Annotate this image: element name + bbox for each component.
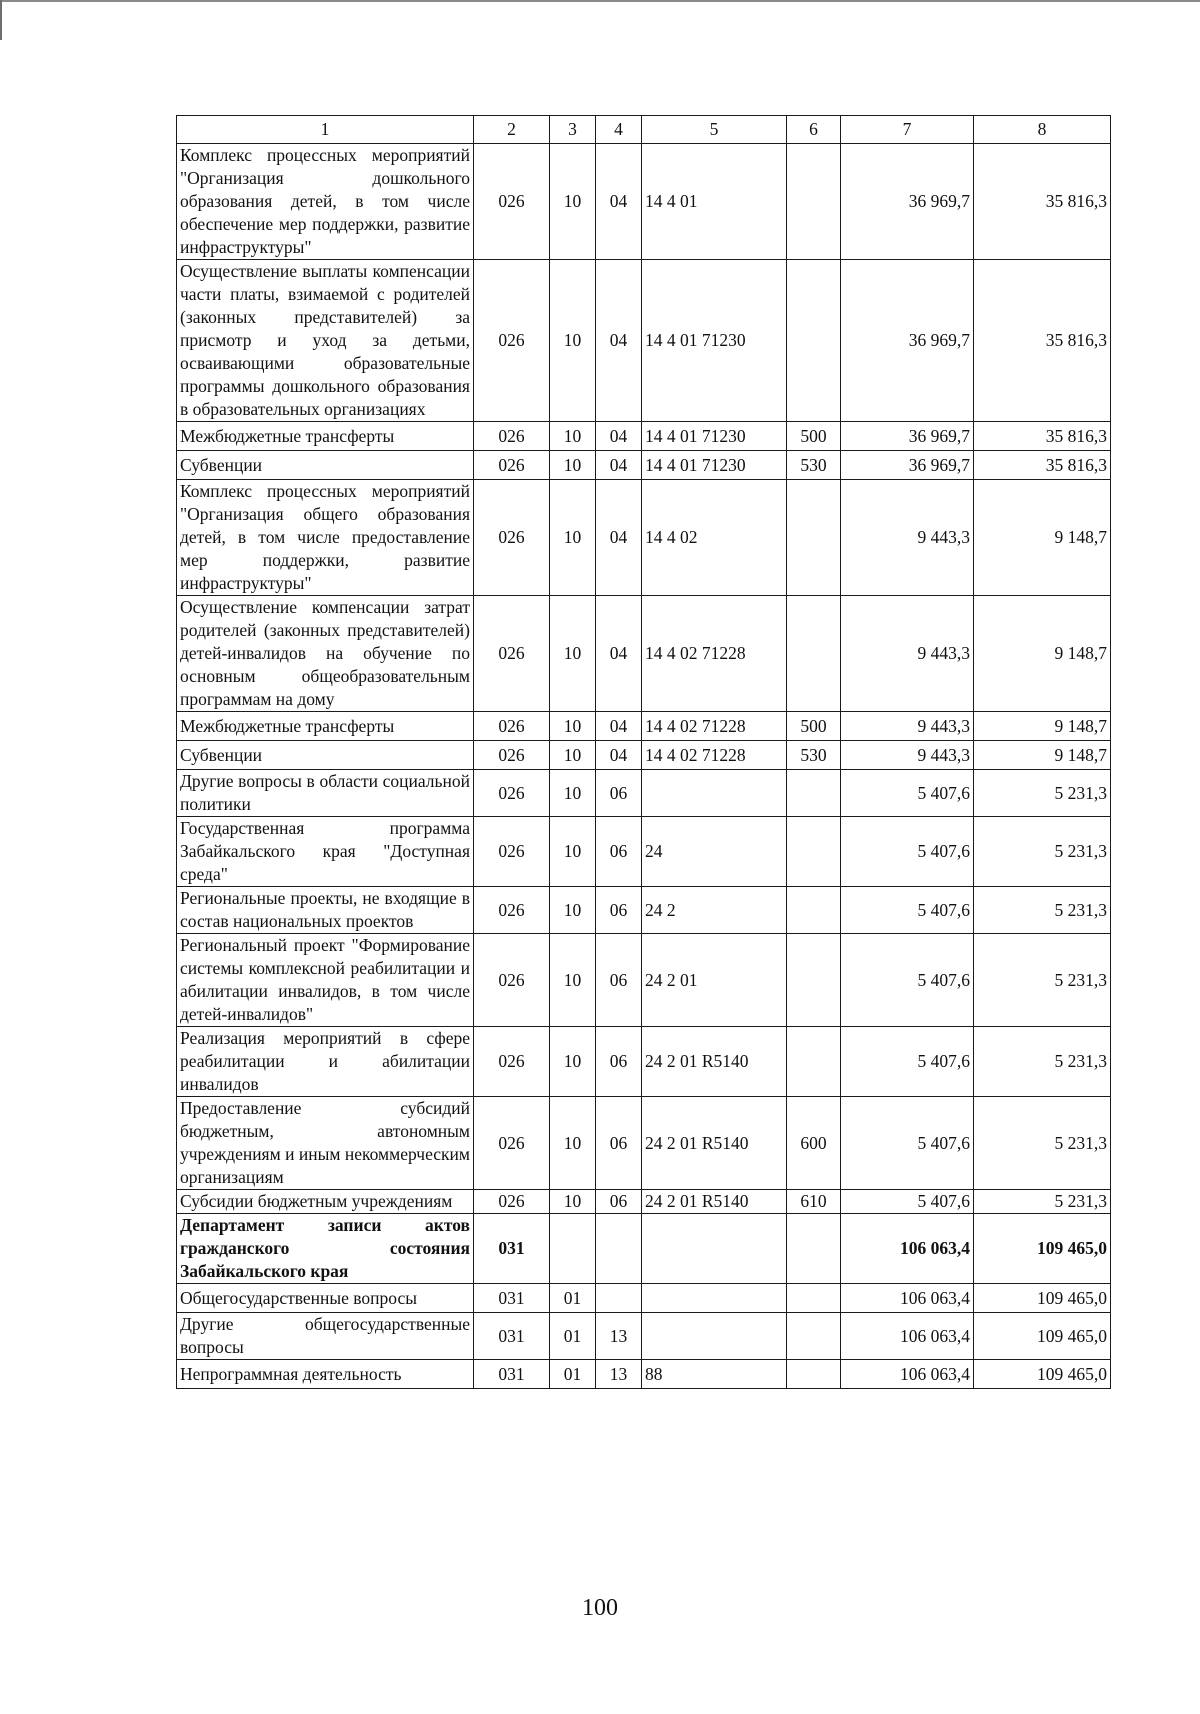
cell-amount-7: 5 407,6: [841, 1027, 974, 1097]
table-row: [177, 451, 1111, 480]
row-name: Осуществление компенсации затрат родителей (законных представителей) детей-инвалидов на обучение по основным общеобразовательным программам на дому: [177, 596, 474, 712]
table-row: [177, 741, 1111, 770]
row-name: Предоставление субсидий бюджетным, автономным учреждениям и иным некоммерческим организациям: [177, 1097, 474, 1190]
row-name: Субвенции: [177, 741, 474, 770]
cell-amount-7: 5 407,6: [841, 1190, 974, 1214]
cell-amount-8: 109 465,0: [974, 1360, 1111, 1389]
cell-amount-7: 9 443,3: [841, 712, 974, 741]
cell-amount-8: 5 231,3: [974, 934, 1111, 1027]
row-name: Комплекс процессных мероприятий "Организация общего образования детей, в том числе предоставление мер поддержки, развитие инфраструктуры": [177, 480, 474, 596]
cell-target: 14 4 01 71230: [642, 422, 787, 451]
table-row: [177, 1190, 1111, 1214]
cell-amount-8: 109 465,0: [974, 1313, 1111, 1360]
cell-target: 24 2: [642, 887, 787, 934]
cell-ministry: 031: [474, 1360, 550, 1389]
row-name: Департамент записи актов гражданского состояния Забайкальского края: [177, 1214, 474, 1284]
cell-amount-7: 5 407,6: [841, 817, 974, 887]
row-name: Региональный проект "Формирование системы комплексной реабилитации и абилитации инвалидов, в том числе детей-инвалидов": [177, 934, 474, 1027]
cell-subsection: 06: [596, 1097, 642, 1190]
cell-subsection: 06: [596, 817, 642, 887]
cell-amount-7: 106 063,4: [841, 1360, 974, 1389]
table-row: [177, 817, 1111, 887]
cell-ministry: 026: [474, 422, 550, 451]
row-name: Комплекс процессных мероприятий "Организация дошкольного образования детей, в том числе обеспечение мер поддержки, развитие инфраструктуры": [177, 144, 474, 260]
row-name: Осуществление выплаты компенсации части платы, взимаемой с родителей (законных представителей) за присмотр и уход за детьми, осваивающими образовательные программы дошкольного образования в образовательных организациях: [177, 260, 474, 422]
cell-ministry: 026: [474, 741, 550, 770]
cell-target: 14 4 02 71228: [642, 741, 787, 770]
cell-target: 88: [642, 1360, 787, 1389]
cell-amount-8: 5 231,3: [974, 770, 1111, 817]
cell-target: 24 2 01 R5140: [642, 1027, 787, 1097]
cell-subsection: 04: [596, 596, 642, 712]
table-row: [177, 1097, 1111, 1190]
cell-amount-7: 36 969,7: [841, 144, 974, 260]
cell-ministry: 031: [474, 1214, 550, 1284]
cell-expense-type: 500: [787, 712, 841, 741]
cell-target: 24 2 01 R5140: [642, 1097, 787, 1190]
cell-target: 14 4 02: [642, 480, 787, 596]
header-cell: 4: [596, 116, 642, 144]
cell-subsection: 06: [596, 1190, 642, 1214]
cell-subsection: 04: [596, 741, 642, 770]
cell-ministry: 026: [474, 712, 550, 741]
cell-subsection: 04: [596, 712, 642, 741]
scan-edge-left: [0, 0, 2, 40]
cell-section: 10: [550, 451, 596, 480]
cell-ministry: 026: [474, 817, 550, 887]
page-number: 100: [582, 1595, 618, 1621]
row-name: Другие общегосударственные вопросы: [177, 1313, 474, 1360]
table-row: [177, 1284, 1111, 1313]
row-name: Общегосударственные вопросы: [177, 1284, 474, 1313]
row-name: Межбюджетные трансферты: [177, 422, 474, 451]
cell-section: 10: [550, 712, 596, 741]
cell-section: 01: [550, 1284, 596, 1313]
row-name: Межбюджетные трансферты: [177, 712, 474, 741]
header-cell: 2: [474, 116, 550, 144]
cell-section: 10: [550, 596, 596, 712]
cell-target: 14 4 02 71228: [642, 712, 787, 741]
table-row: [177, 934, 1111, 1027]
row-name: Государственная программа Забайкальского края "Доступная среда": [177, 817, 474, 887]
table-row: [177, 422, 1111, 451]
cell-amount-8: 35 816,3: [974, 260, 1111, 422]
cell-section: 01: [550, 1360, 596, 1389]
cell-expense-type: [787, 1284, 841, 1313]
cell-expense-type: [787, 1360, 841, 1389]
scan-edge-top: [0, 0, 1200, 2]
row-name: Непрограммная деятельность: [177, 1360, 474, 1389]
cell-target: 14 4 01: [642, 144, 787, 260]
table-row: [177, 712, 1111, 741]
cell-ministry: 026: [474, 1190, 550, 1214]
cell-target: [642, 1284, 787, 1313]
cell-ministry: 026: [474, 770, 550, 817]
cell-amount-8: 9 148,7: [974, 712, 1111, 741]
cell-section: 10: [550, 817, 596, 887]
cell-section: 10: [550, 887, 596, 934]
cell-expense-type: 530: [787, 451, 841, 480]
cell-section: 10: [550, 741, 596, 770]
table-row: [177, 144, 1111, 260]
cell-amount-8: 5 231,3: [974, 1190, 1111, 1214]
cell-expense-type: [787, 1214, 841, 1284]
cell-section: [550, 1214, 596, 1284]
cell-amount-8: 109 465,0: [974, 1214, 1111, 1284]
cell-expense-type: [787, 596, 841, 712]
header-row: [177, 116, 1111, 144]
cell-subsection: 06: [596, 1027, 642, 1097]
header-cell: 3: [550, 116, 596, 144]
cell-ministry: 026: [474, 260, 550, 422]
cell-amount-7: 106 063,4: [841, 1284, 974, 1313]
cell-target: 14 4 01 71230: [642, 260, 787, 422]
cell-amount-8: 35 816,3: [974, 422, 1111, 451]
cell-amount-7: 5 407,6: [841, 1097, 974, 1190]
cell-expense-type: 610: [787, 1190, 841, 1214]
cell-expense-type: [787, 887, 841, 934]
cell-subsection: [596, 1214, 642, 1284]
cell-section: 10: [550, 260, 596, 422]
cell-subsection: 06: [596, 934, 642, 1027]
cell-target: [642, 1313, 787, 1360]
cell-ministry: 026: [474, 1027, 550, 1097]
header-cell: 1: [177, 116, 474, 144]
cell-expense-type: [787, 480, 841, 596]
cell-section: 10: [550, 1097, 596, 1190]
header-cell: 5: [642, 116, 787, 144]
row-name: Субвенции: [177, 451, 474, 480]
cell-section: 10: [550, 1190, 596, 1214]
header-cell: 8: [974, 116, 1111, 144]
cell-section: 10: [550, 1027, 596, 1097]
cell-section: 10: [550, 144, 596, 260]
cell-target: [642, 1214, 787, 1284]
cell-ministry: 026: [474, 144, 550, 260]
cell-ministry: 031: [474, 1284, 550, 1313]
cell-subsection: 13: [596, 1360, 642, 1389]
cell-amount-7: 106 063,4: [841, 1313, 974, 1360]
row-name: Региональные проекты, не входящие в состав национальных проектов: [177, 887, 474, 934]
cell-section: 10: [550, 480, 596, 596]
cell-ministry: 031: [474, 1313, 550, 1360]
cell-subsection: 04: [596, 451, 642, 480]
cell-amount-8: 9 148,7: [974, 596, 1111, 712]
cell-subsection: 04: [596, 422, 642, 451]
row-name: Реализация мероприятий в сфере реабилитации и абилитации инвалидов: [177, 1027, 474, 1097]
cell-ministry: 026: [474, 451, 550, 480]
cell-expense-type: 500: [787, 422, 841, 451]
header-cell: 6: [787, 116, 841, 144]
table-row: [177, 1360, 1111, 1389]
row-name: Другие вопросы в области социальной политики: [177, 770, 474, 817]
cell-amount-8: 35 816,3: [974, 144, 1111, 260]
row-name: Субсидии бюджетным учреждениям: [177, 1190, 474, 1214]
cell-subsection: 04: [596, 260, 642, 422]
cell-amount-7: 36 969,7: [841, 451, 974, 480]
table-row: [177, 1214, 1111, 1284]
cell-amount-7: 106 063,4: [841, 1214, 974, 1284]
cell-subsection: 13: [596, 1313, 642, 1360]
cell-target: 14 4 01 71230: [642, 451, 787, 480]
cell-target: 24: [642, 817, 787, 887]
cell-amount-8: 5 231,3: [974, 887, 1111, 934]
cell-section: 10: [550, 770, 596, 817]
cell-section: 01: [550, 1313, 596, 1360]
table-row: [177, 1027, 1111, 1097]
cell-subsection: 06: [596, 887, 642, 934]
cell-expense-type: [787, 1313, 841, 1360]
cell-target: 14 4 02 71228: [642, 596, 787, 712]
cell-amount-8: 5 231,3: [974, 1097, 1111, 1190]
table-row: [177, 887, 1111, 934]
cell-target: 24 2 01 R5140: [642, 1190, 787, 1214]
cell-amount-7: 9 443,3: [841, 596, 974, 712]
cell-expense-type: 530: [787, 741, 841, 770]
cell-ministry: 026: [474, 1097, 550, 1190]
cell-amount-7: 5 407,6: [841, 934, 974, 1027]
cell-ministry: 026: [474, 934, 550, 1027]
cell-expense-type: [787, 934, 841, 1027]
header-cell: 7: [841, 116, 974, 144]
cell-amount-7: 9 443,3: [841, 480, 974, 596]
cell-ministry: 026: [474, 596, 550, 712]
table-row: [177, 596, 1111, 712]
cell-subsection: 04: [596, 144, 642, 260]
cell-subsection: [596, 1284, 642, 1313]
cell-ministry: 026: [474, 887, 550, 934]
cell-expense-type: [787, 770, 841, 817]
cell-expense-type: [787, 1027, 841, 1097]
table-row: [177, 770, 1111, 817]
cell-amount-8: 9 148,7: [974, 480, 1111, 596]
cell-expense-type: 600: [787, 1097, 841, 1190]
cell-amount-8: 5 231,3: [974, 817, 1111, 887]
cell-amount-8: 35 816,3: [974, 451, 1111, 480]
table-row: [177, 260, 1111, 422]
cell-amount-7: 9 443,3: [841, 741, 974, 770]
cell-section: 10: [550, 934, 596, 1027]
cell-expense-type: [787, 144, 841, 260]
cell-amount-8: 9 148,7: [974, 741, 1111, 770]
cell-amount-7: 5 407,6: [841, 887, 974, 934]
cell-amount-8: 5 231,3: [974, 1027, 1111, 1097]
cell-expense-type: [787, 260, 841, 422]
cell-amount-7: 5 407,6: [841, 770, 974, 817]
cell-subsection: 04: [596, 480, 642, 596]
cell-target: [642, 770, 787, 817]
cell-section: 10: [550, 422, 596, 451]
cell-expense-type: [787, 817, 841, 887]
budget-table: [176, 115, 1111, 1389]
table-row: [177, 1313, 1111, 1360]
table-row: [177, 480, 1111, 596]
cell-amount-8: 109 465,0: [974, 1284, 1111, 1313]
cell-subsection: 06: [596, 770, 642, 817]
cell-target: 24 2 01: [642, 934, 787, 1027]
cell-amount-7: 36 969,7: [841, 422, 974, 451]
cell-amount-7: 36 969,7: [841, 260, 974, 422]
cell-ministry: 026: [474, 480, 550, 596]
